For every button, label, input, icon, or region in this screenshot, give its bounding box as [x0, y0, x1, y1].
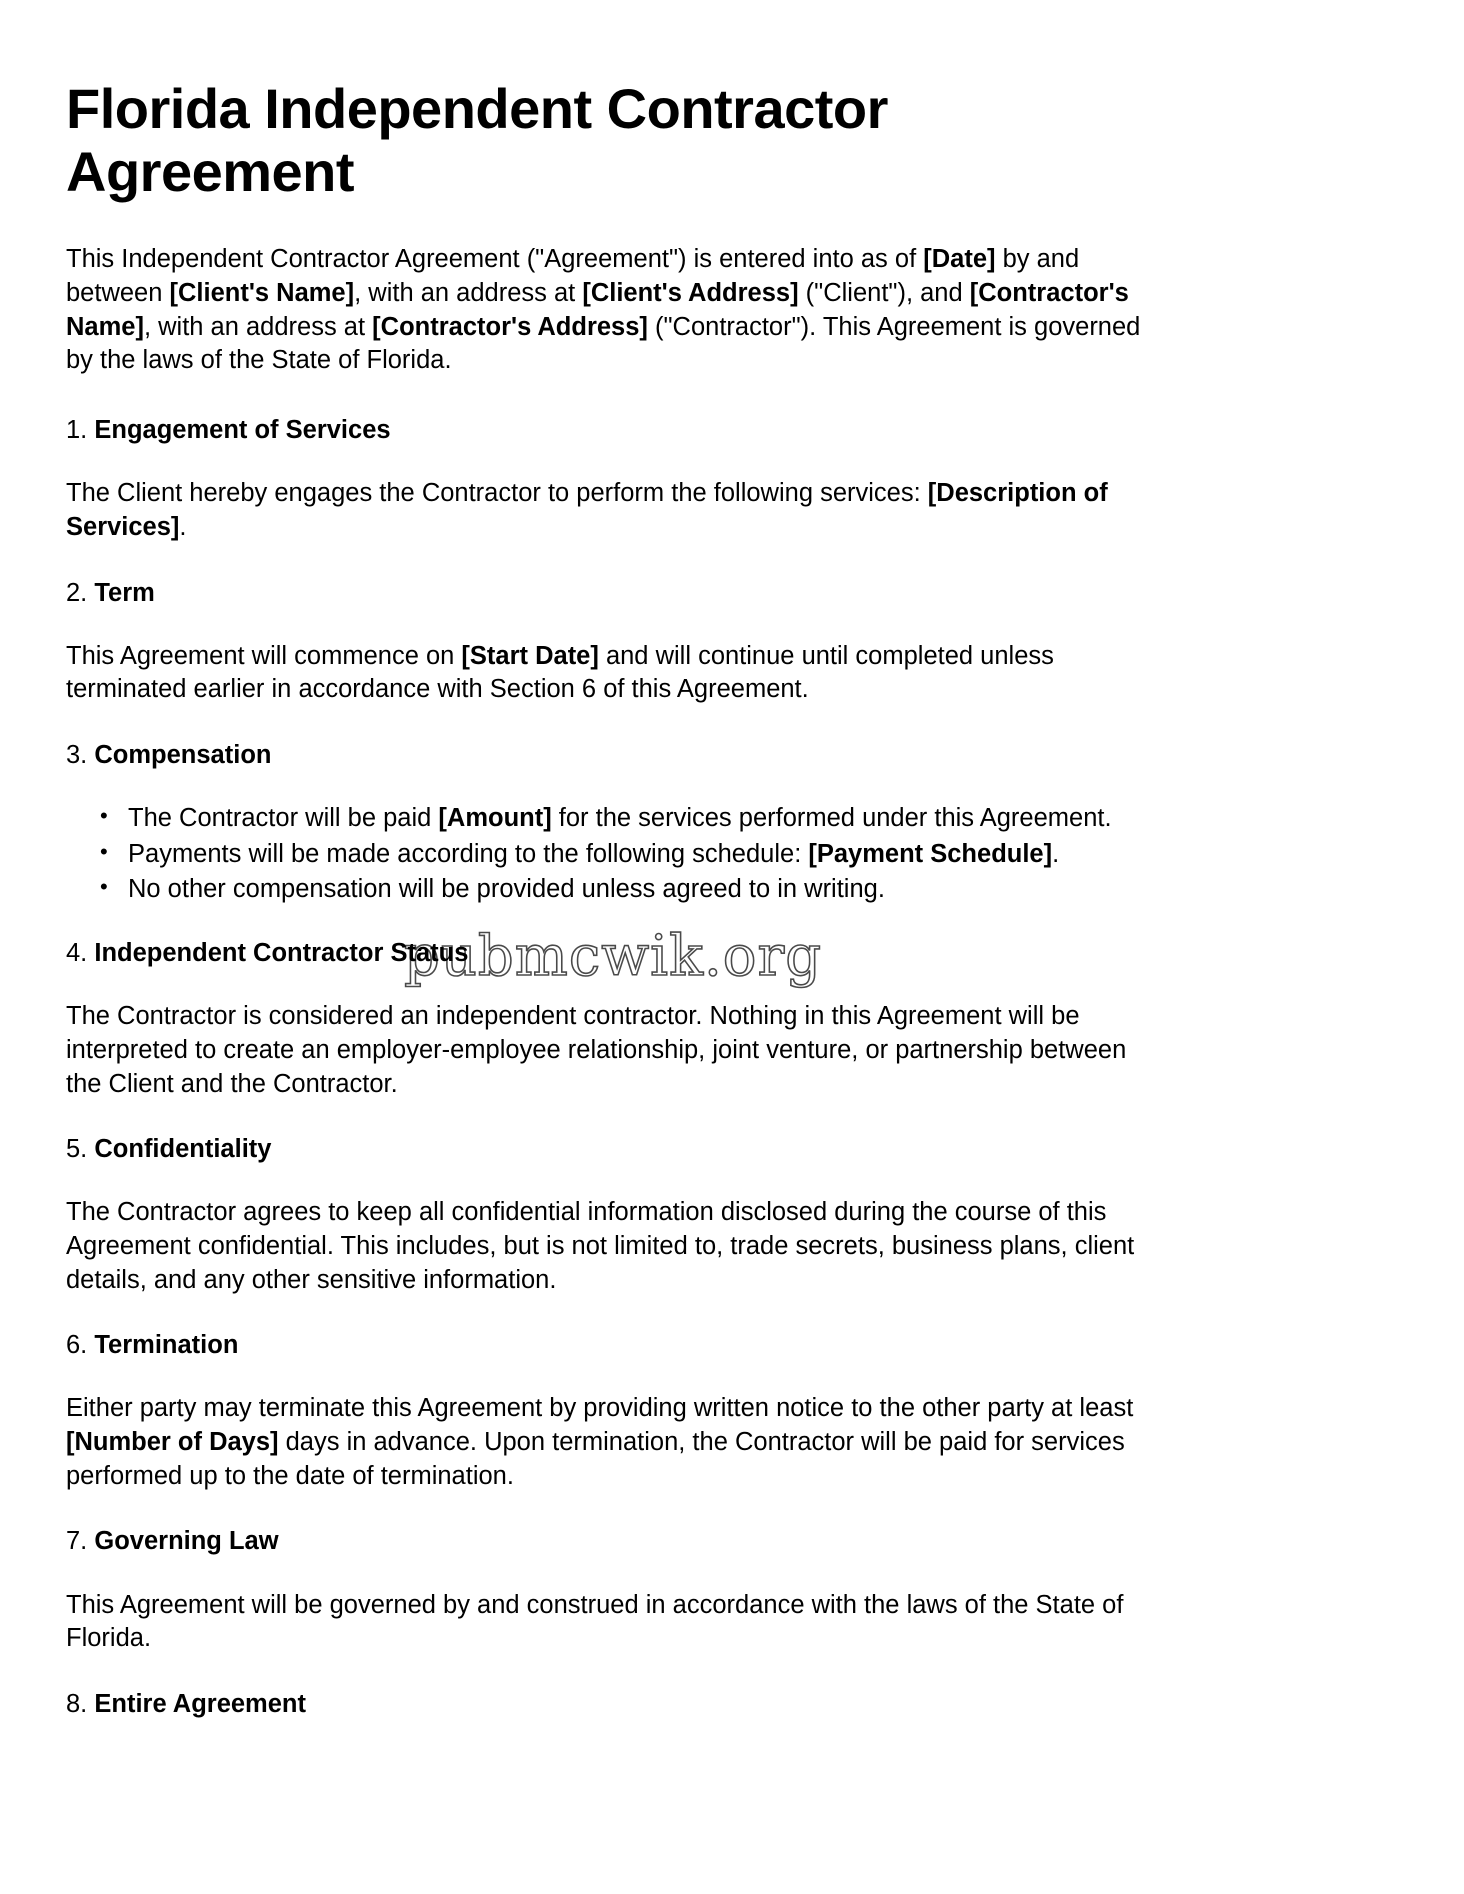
intro-text-1: This Independent Contractor Agreement ("Agreement") is entered into as of — [66, 245, 924, 274]
section-body-1 — [66, 477, 1156, 544]
placeholder-description-of-services: [Description of Services] — [66, 479, 1108, 541]
section-heading-6 — [66, 1329, 1156, 1362]
section-title: Entire Agreement — [94, 1689, 306, 1718]
placeholder-client-name: [Client's Name] — [169, 279, 355, 308]
section-number: 5. — [66, 1135, 88, 1164]
section-number: 1. — [66, 416, 88, 445]
body-text-post: and will continue until completed unless terminated earlier in accordance with Section 6 of this Agreement. — [66, 641, 1054, 704]
watermark-text: pubmcwik.org — [404, 924, 823, 989]
section-heading-5 — [66, 1133, 1156, 1166]
placeholder-contractor-name: [Contractor's Name] — [66, 279, 1129, 341]
body-text-pre: Either party may terminate this Agreement by providing written notice to the other party at least — [66, 1394, 1134, 1423]
intro-text-6: ("Contractor"). This Agreement is governed by the laws of the State of Florida. — [66, 312, 1141, 375]
placeholder-client-address: [Client's Address] — [582, 279, 799, 308]
section-heading-2 — [66, 577, 1156, 610]
bullet-text-post: . — [1052, 839, 1060, 868]
placeholder-payment-schedule: [Payment Schedule] — [808, 839, 1053, 868]
section-title: Term — [94, 578, 155, 607]
body-text-pre: The Contractor is considered an independent contractor. Nothing in this Agreement will be interpreted to create an employer-employee relationship, joint venture, or partnership between the Client and the Contractor. — [66, 1002, 1127, 1098]
placeholder-number-of-days: [Number of Days] — [66, 1428, 279, 1457]
section-body-5 — [66, 1196, 1156, 1297]
bullet-text-pre: Payments will be made according to the following schedule: — [128, 839, 809, 868]
list-item — [128, 802, 1156, 836]
body-text-pre: The Contractor agrees to keep all confidential information disclosed during the course of this Agreement confidential. This includes, but is not limited to, trade secrets, business plans, client details, and any other sensitive information. — [66, 1198, 1135, 1294]
placeholder-amount: [Amount] — [438, 804, 552, 833]
section-heading-3 — [66, 739, 1156, 772]
section-heading-8 — [66, 1688, 1156, 1721]
bullet-text-post: for the services performed under this Agreement. — [551, 804, 1112, 833]
section-title: Governing Law — [94, 1527, 279, 1556]
body-text-post: days in advance. Upon termination, the Contractor will be paid for services performed up to the date of termination. — [66, 1428, 1125, 1490]
section-number: 4. — [66, 939, 88, 968]
section-title: Termination — [94, 1331, 239, 1360]
placeholder-start-date: [Start Date] — [461, 641, 599, 670]
section-title: Compensation — [94, 740, 272, 769]
body-text-pre: This Agreement will be governed by and construed in accordance with the laws of the State of Florida. — [66, 1590, 1124, 1653]
intro-text-5: , with an address at — [143, 312, 373, 341]
list-item — [128, 873, 1156, 907]
section-heading-4 — [66, 937, 1156, 970]
intro-text-4: ("Client"), and — [798, 279, 970, 308]
section-number: 6. — [66, 1331, 88, 1360]
intro-paragraph — [66, 243, 1156, 378]
placeholder-date: [Date] — [923, 245, 996, 274]
body-text-pre: The Client hereby engages the Contractor to perform the following services: — [66, 479, 928, 508]
compensation-bullet-list — [66, 802, 1156, 907]
section-heading-1 — [66, 414, 1156, 447]
section-body-7 — [66, 1589, 1156, 1656]
intro-text-3: , with an address at — [354, 279, 583, 308]
section-body-2 — [66, 640, 1156, 707]
bullet-text-pre: The Contractor will be paid — [128, 804, 439, 833]
intro-text-2: by and between — [66, 245, 1080, 308]
section-title: Confidentiality — [94, 1135, 272, 1164]
section-title: Independent Contractor Status — [94, 939, 469, 968]
section-number: 3. — [66, 740, 88, 769]
section-number: 7. — [66, 1527, 88, 1556]
section-heading-7 — [66, 1525, 1156, 1558]
section-number: 2. — [66, 578, 88, 607]
section-body-6 — [66, 1392, 1156, 1493]
body-text-pre: This Agreement will commence on — [66, 641, 462, 670]
section-number: 8. — [66, 1689, 88, 1718]
body-text-post: . — [179, 512, 187, 541]
section-title: Engagement of Services — [94, 416, 391, 445]
bullet-text-pre: No other compensation will be provided unless agreed to in writing. — [128, 875, 885, 904]
section-body-4 — [66, 1000, 1156, 1101]
placeholder-contractor-address: [Contractor's Address] — [372, 312, 648, 341]
list-item — [128, 838, 1156, 872]
page-title: Florida Independent Contractor Agreement — [66, 77, 888, 203]
